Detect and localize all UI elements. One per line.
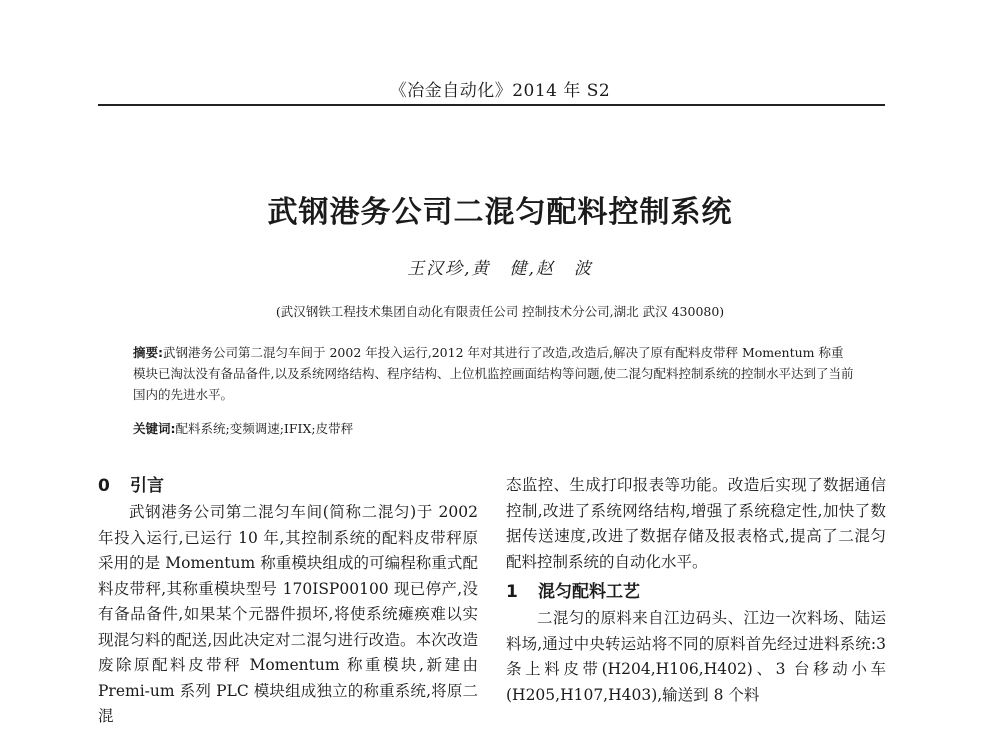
section-number: 1 xyxy=(506,582,518,602)
section-title: 引言 xyxy=(130,476,164,496)
intro-paragraph: 武钢港务公司第二混匀车间(简称二混匀)于 2002 年投入运行,已运行 10 年,其控制系统的配料皮带秤原采用的是 Momentum 称重模块组成的可编程称重式配料皮带秤,其称重模块型号 170ISP00100 现已停产,没有备品备件,如果某个元器件损坏,将使系统瘫痪难以实现混匀料的配送,因此决定对二混匀进行改造。本次改造废除原配料皮带秤 Momentum 称重模块,新建由 Premi-um 系列 PLC 模块组成独立的称重系统,将原二混 xyxy=(98,503,478,725)
keywords-text: 配料系统;变频调速;IFIX;皮带秤 xyxy=(175,421,354,436)
abstract-label: 摘要: xyxy=(133,345,163,360)
continued-paragraph: 态监控、生成打印报表等功能。改造后实现了数据通信控制,改进了系统网络结构,增强了系统稳定性,加快了数据传送速度,改进了数据存储及报表格式,提高了二混匀配料控制系统的自动化水平。 xyxy=(506,476,886,571)
header-rule xyxy=(98,104,885,106)
paper-title: 武钢港务公司二混匀配料控制系统 xyxy=(267,195,733,230)
abstract xyxy=(133,342,855,405)
section-1-paragraph: 二混匀的原料来自江边码头、江边一次料场、陆运料场,通过中央转运站将不同的原料首先经过进料系统:3 条上料皮带(H204,H106,H402)、3 台移动小车(H205,H107,H403),输送到 8 个料 xyxy=(506,609,886,704)
affiliation: (武汉钢铁工程技术集团自动化有限责任公司 控制技术分公司,湖北 武汉 430080) xyxy=(275,304,725,319)
authors: 王汉珍,黄 健,赵 波 xyxy=(407,259,593,279)
left-column xyxy=(98,473,478,730)
keywords-label: 关键词: xyxy=(133,421,176,436)
section-heading-1 xyxy=(506,579,886,606)
section-heading-intro xyxy=(98,473,478,500)
journal-header: 《冶金自动化》2014 年 S2 xyxy=(389,81,611,101)
abstract-text: 武钢港务公司第二混匀车间于 2002 年投入运行,2012 年对其进行了改造,改造后,解决了原有配料皮带秤 Momentum 称重模块已淘汰没有备品备件,以及系统网络结构、程序结构、上位机监控画面结构等问题,使二混匀配料控制系统的控制水平达到了当前国内的先进水平。 xyxy=(133,345,854,402)
keywords xyxy=(133,419,855,437)
right-column xyxy=(506,473,886,708)
section-title: 混匀配料工艺 xyxy=(538,582,640,602)
section-number: 0 xyxy=(98,476,110,496)
